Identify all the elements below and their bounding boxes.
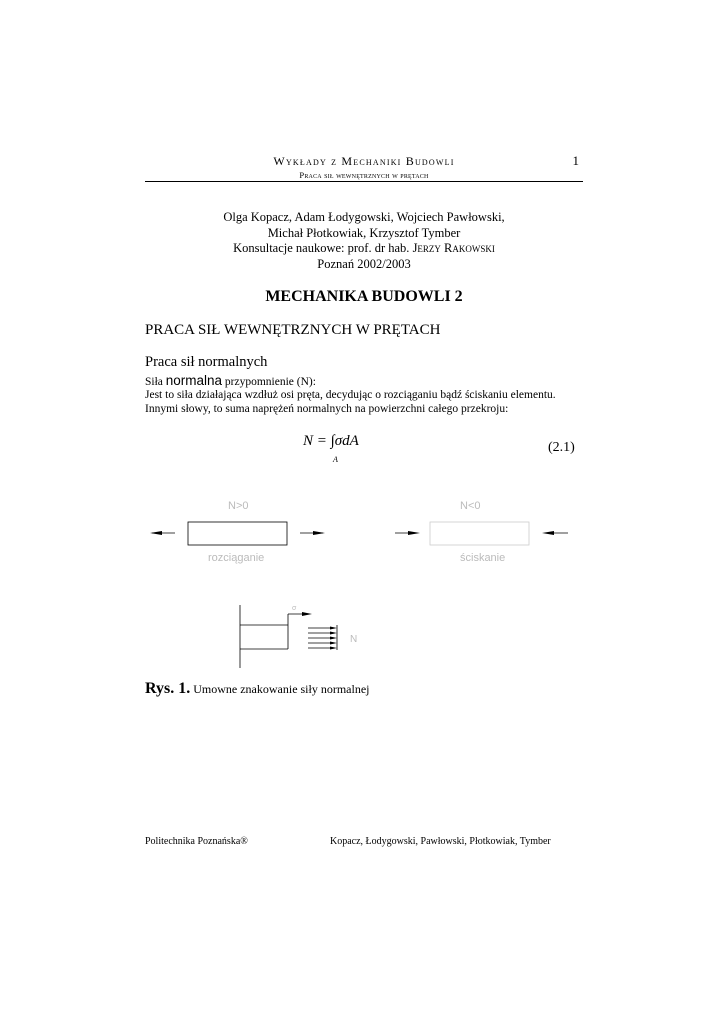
stress-arrow-5-head	[330, 647, 337, 650]
compression-arrow-right-head	[542, 531, 554, 535]
formula	[303, 433, 359, 464]
figure-caption-text: Umowne znakowanie siły normalnej	[190, 682, 370, 696]
running-header-title: Wykłady z Mechaniki Budowli	[273, 154, 455, 168]
n-label: N	[350, 634, 358, 645]
body-text	[145, 388, 556, 416]
footer-authors: Kopacz, Łodygowski, Pawłowski, Płotkowiak, Tymber	[330, 836, 551, 847]
body-line-2: Innymi słowy, to suma naprężeń normalnych na powierzchni całego przekroju:	[145, 403, 509, 415]
section-title: PRACA SIŁ WEWNĘTRZNYCH W PRĘTACH	[145, 322, 441, 338]
compression-arrow-left-head	[408, 531, 420, 535]
page-number: 1	[572, 153, 579, 168]
figure-caption-label: Rys. 1.	[145, 680, 191, 697]
tension-arrow-right-head	[313, 531, 325, 535]
running-header-subtitle: Praca sił wewnętrznych w prętach	[299, 170, 429, 180]
stress-arrow-3-head	[330, 637, 337, 640]
compression-label: N<0	[460, 500, 481, 512]
formula-expression: N = ∫σdA	[303, 433, 359, 449]
intro-suffix: przypomnienie (N):	[222, 376, 316, 388]
header-rule	[145, 181, 583, 182]
normal-force-figure	[140, 490, 580, 675]
footer-institution: Politechnika Poznańska®	[145, 836, 248, 847]
formula-subscript: A	[333, 455, 338, 464]
consultation-prefix: Konsultacje naukowe: prof. dr hab.	[233, 241, 413, 255]
stress-arrow-2-head	[330, 632, 337, 635]
tension-arrow-left-head	[150, 531, 162, 535]
intro-prefix: Siła	[145, 376, 166, 388]
figure-caption	[145, 680, 370, 698]
intro-line	[145, 373, 316, 388]
compression-caption: ściskanie	[460, 552, 506, 564]
body-line-1: Jest to siła działająca wzdłuż osi pręta, decydując o rozciąganiu bądź ściskaniu elementu.	[145, 389, 556, 401]
stress-arrows	[308, 627, 337, 650]
equation-number: (2.1)	[548, 440, 575, 455]
intro-emphasis: normalna	[165, 373, 223, 388]
sigma-arrow-head	[302, 612, 312, 616]
tension-caption: rozciąganie	[208, 552, 265, 564]
stress-arrow-1-head	[330, 627, 337, 630]
authors-block	[145, 210, 583, 272]
main-title: MECHANIKA BUDOWLI 2	[265, 288, 463, 305]
stress-arrow-4-head	[330, 642, 337, 645]
authors-line-2: Michał Płotkowiak, Krzysztof Tymber	[267, 225, 461, 240]
tension-bar	[188, 522, 287, 545]
sigma-label: σ	[292, 605, 297, 612]
subsection-title: Praca sił normalnych	[145, 354, 268, 370]
place-date: Poznań 2002/2003	[317, 256, 411, 271]
consultation-line	[145, 241, 583, 257]
authors-line-1: Olga Kopacz, Adam Łodygowski, Wojciech Pawłowski,	[223, 210, 505, 224]
tension-label: N>0	[228, 500, 249, 512]
consultant-name: Jerzy Rakowski	[412, 241, 495, 255]
compression-bar	[430, 522, 529, 545]
